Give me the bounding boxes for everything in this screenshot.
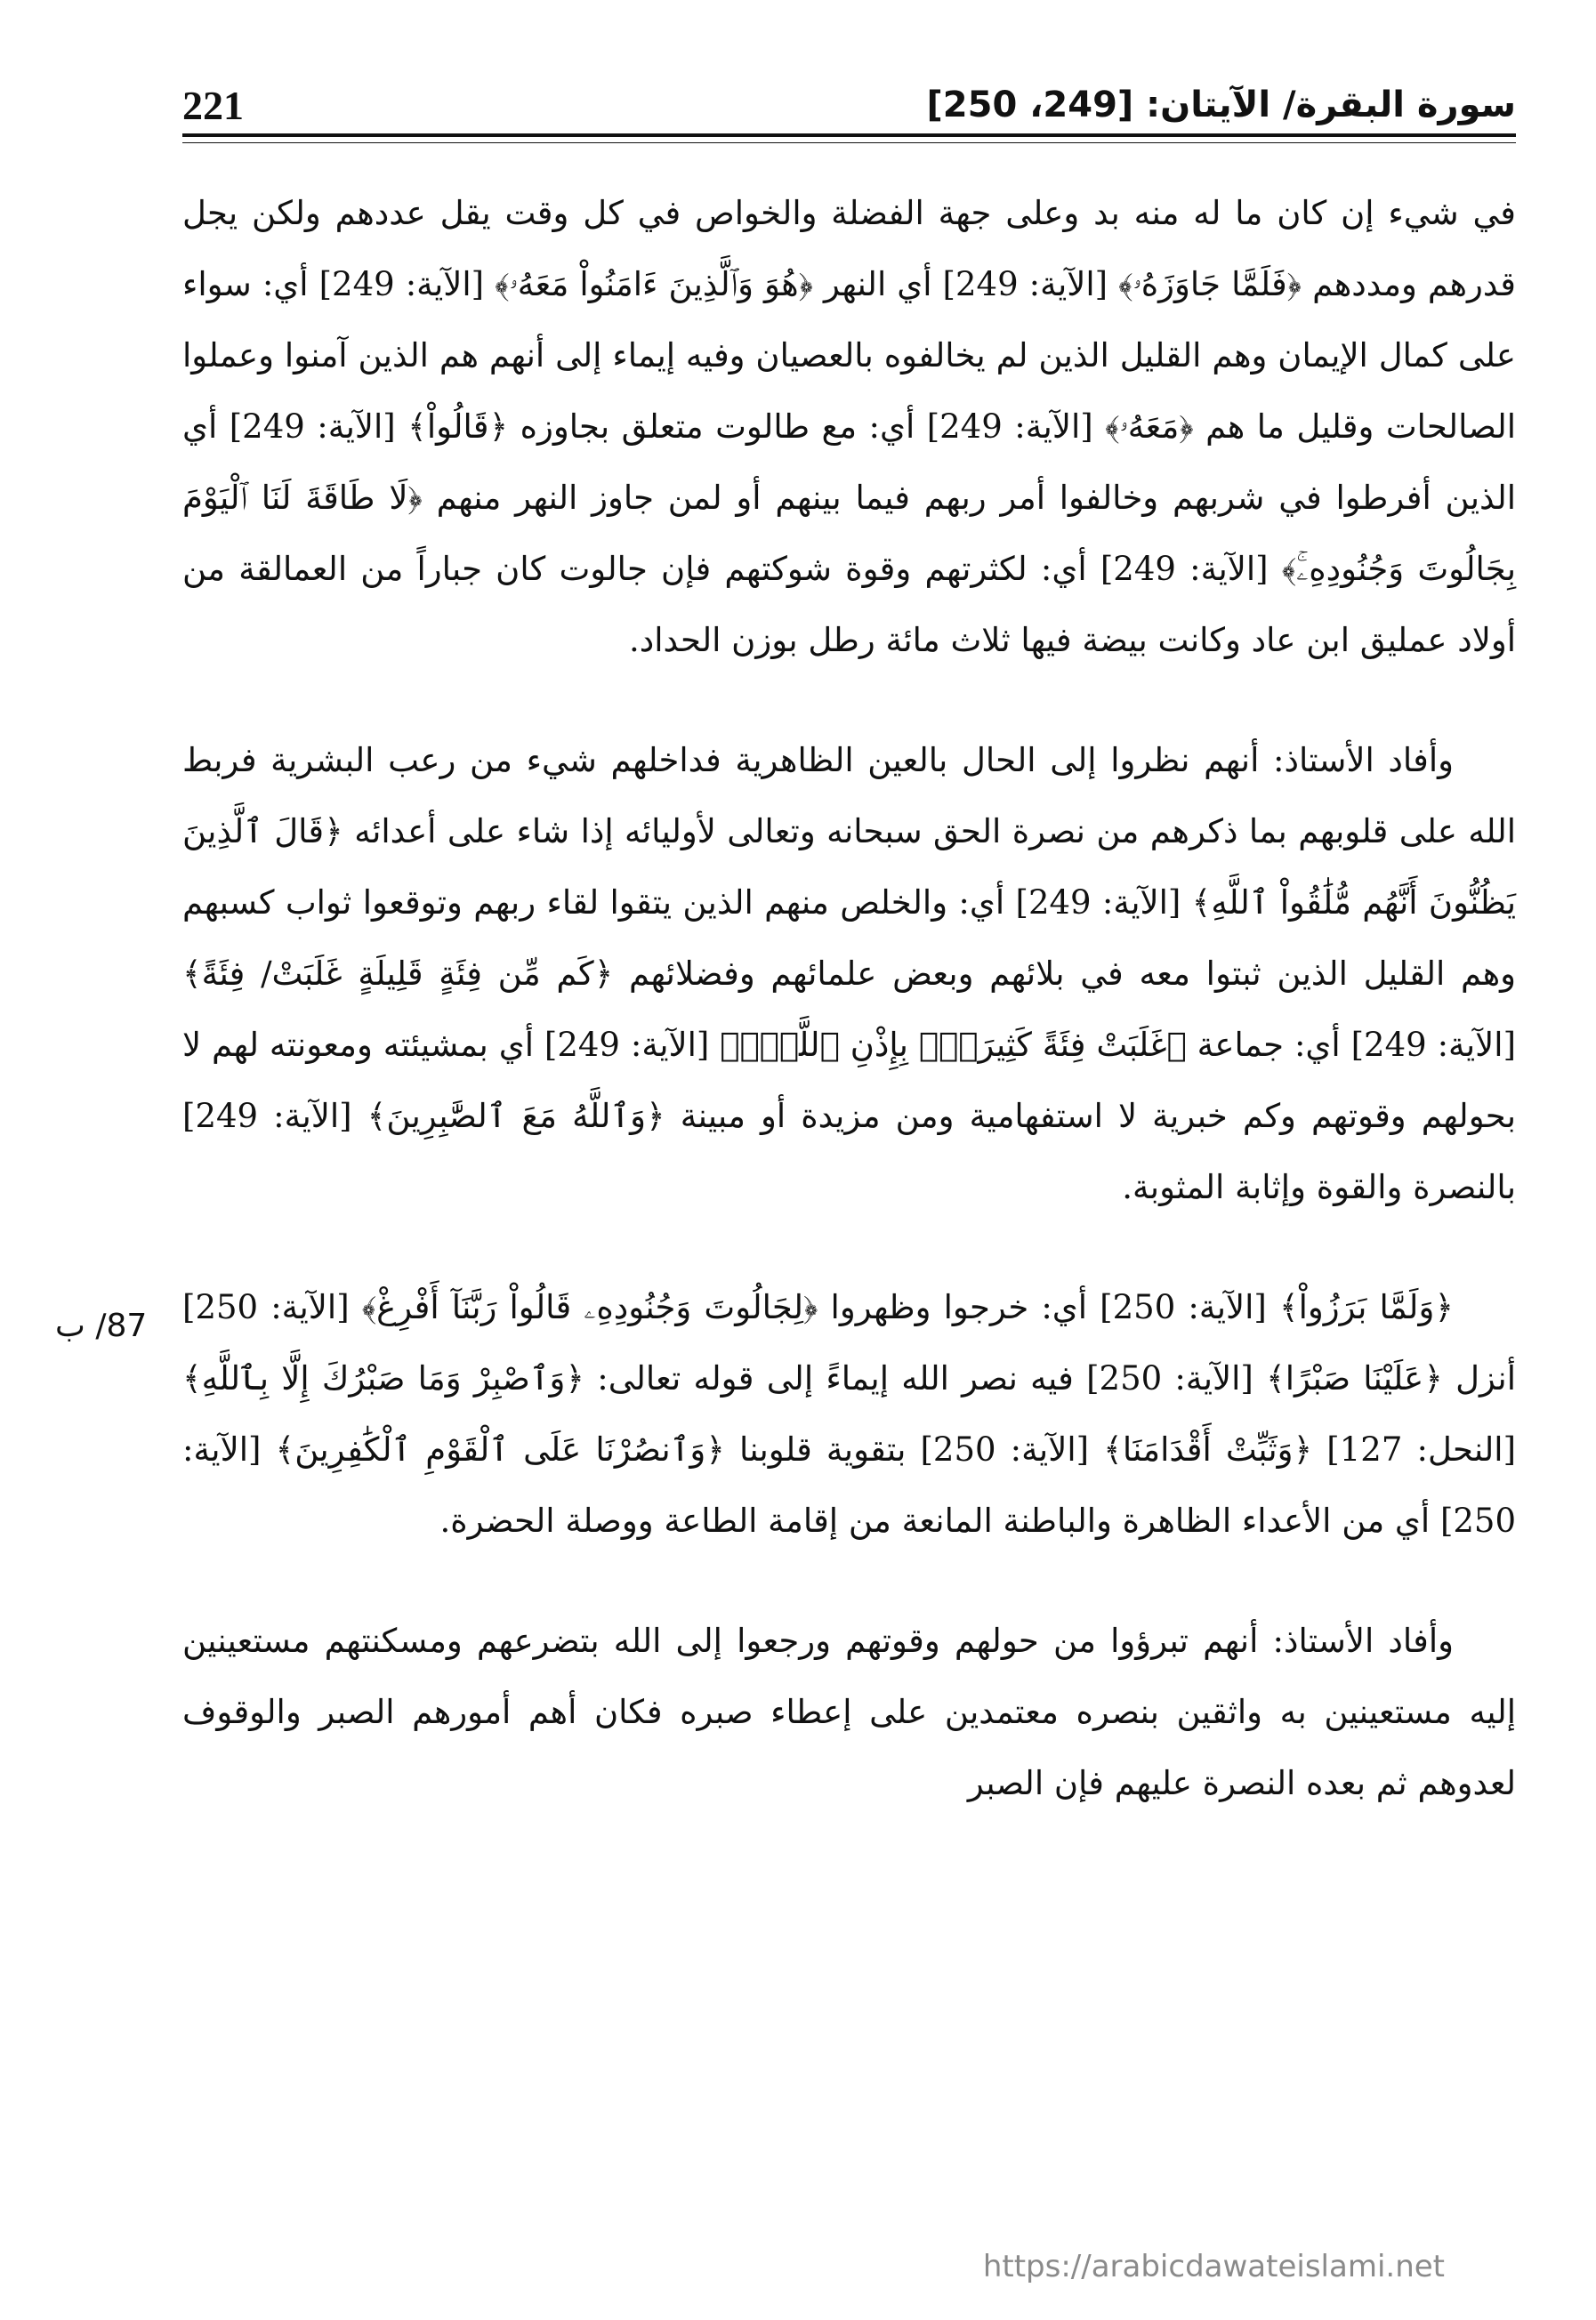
paragraph-3: ﴿وَلَمَّا بَرَزُواْ﴾ [الآية: 250] أي: خرجوا وظهروا ﴿لِجَالُوتَ وَجُنُودِهِۦ قَالُواْ رَبَّنَآ أَفْرِغْ﴾ [الآية: 250] أنزل ﴿عَلَيْنَا صَبْرًا﴾ [الآية: 250] فيه نصر الله إيماءً إلى قوله تعالى: ﴿وَٱصْبِرْ وَمَا صَبْرُكَ إِلَّا بِٱللَّهِ﴾ [النحل: 127] ﴿وَثَبِّتْ أَقْدَامَنَا﴾ [الآية: 250] بتقوية قلوبنا ﴿وَٱنصُرْنَا عَلَى ٱلْقَوْمِ ٱلْكَٰفِرِينَ﴾ [الآية: 250] أي من الأعداء الظاهرة والباطنة المانعة من إقامة الطاعة ووصلة الحضرة. <box>182 1288 1517 1540</box>
paragraph-gap <box>182 676 1516 725</box>
page-number: 221 <box>182 82 244 128</box>
watermark-url: https://arabicdawateislami.net <box>982 2249 1445 2284</box>
margin-folio-note: 87/ ب <box>55 1308 148 1344</box>
header-rule-thin <box>182 142 1516 143</box>
running-title: سورة البقرة/ الآيتان: [249، 250] <box>926 85 1516 125</box>
paragraph-2: وأفاد الأستاذ: أنهم نظروا إلى الحال بالعين الظاهرية فداخلهم شيء من رعب البشرية فربط الله على قلوبهم بما ذكرهم من نصرة الحق سبحانه وتعالى لأوليائه إذا شاء على أعدائه ﴿قَالَ ٱلَّذِينَ يَظُنُّونَ أَنَّهُم مُّلَٰقُواْ ٱللَّهِ﴾ [الآية: 249] أي: والخلص منهم الذين يتقوا لقاء ربهم وتوقعوا ثواب كسبهم وهم القليل الذين ثبتوا معه في بلائهم وبعض علمائهم وفضلائهم ﴿كَم مِّن فِئَةٍ قَلِيلَةٍ غَلَبَتْ/ فِئَةً﴾ [الآية: 249] أي: جماعة ﴿غَلَبَتْ فِئَةً كَثِيرَةًۢ بِإِذْنِ ٱللَّهِۗ﴾ [الآية: 249] أي بمشيئته ومعونته لهم لا بحولهم وقوتهم وكم خبرية لا استفهامية ومن مزيدة أو مبينة ﴿وَٱللَّهُ مَعَ ٱلصَّٰبِرِينَ﴾ [الآية: 249] بالنصرة والقوة وإثابة المثوبة. <box>182 741 1516 1206</box>
paragraph-gap <box>182 1557 1516 1606</box>
paragraph-gap <box>182 1223 1516 1272</box>
paragraph-1: في شيء إن كان ما له منه بد وعلى جهة الفضلة والخواص في كل وقت يقل عددهم ولكن يجل قدرهم ومددهم ﴿فَلَمَّا جَاوَزَهُۥ﴾ [الآية: 249] أي النهر ﴿هُوَ وَٱلَّذِينَ ءَامَنُواْ مَعَهُۥ﴾ [الآية: 249] أي: سواء على كمال الإيمان وهم القليل الذين لم يخالفوه بالعصيان وفيه إيماء إلى أنهم هم الذين آمنوا وعملوا الصالحات وقليل ما هم ﴿مَعَهُۥ﴾ [الآية: 249] أي: مع طالوت متعلق بجاوزه ﴿قَالُواْ﴾ [الآية: 249] أي الذين أفرطوا في شربهم وخالفوا أمر ربهم فيما بينهم أو لمن جاوز النهر منهم ﴿لَا طَاقَةَ لَنَا ٱلْيَوْمَ بِجَالُوتَ وَجُنُودِهِۦۚ﴾ [الآية: 249] أي: لكثرتهم وقوة شوكتهم فإن جالوت كان جباراً من العمالقة من أولاد عمليق ابن عاد وكانت بيضة فيها ثلاث مائة رطل بوزن الحداد. <box>182 194 1516 659</box>
body-text <box>182 178 1516 1819</box>
header-rule-thick <box>182 133 1516 137</box>
paragraph-4: وأفاد الأستاذ: أنهم تبرؤوا من حولهم وقوتهم ورجعوا إلى الله بتضرعهم ومسكنتهم مستعينين إليه مستعينين به واثقين بنصره معتمدين على إعطاء صبره فكان أهم أمورهم الصبر والوقوف لعدوهم ثم بعده النصرة عليهم فإن الصبر <box>182 1622 1516 1802</box>
page-header <box>182 78 1516 132</box>
